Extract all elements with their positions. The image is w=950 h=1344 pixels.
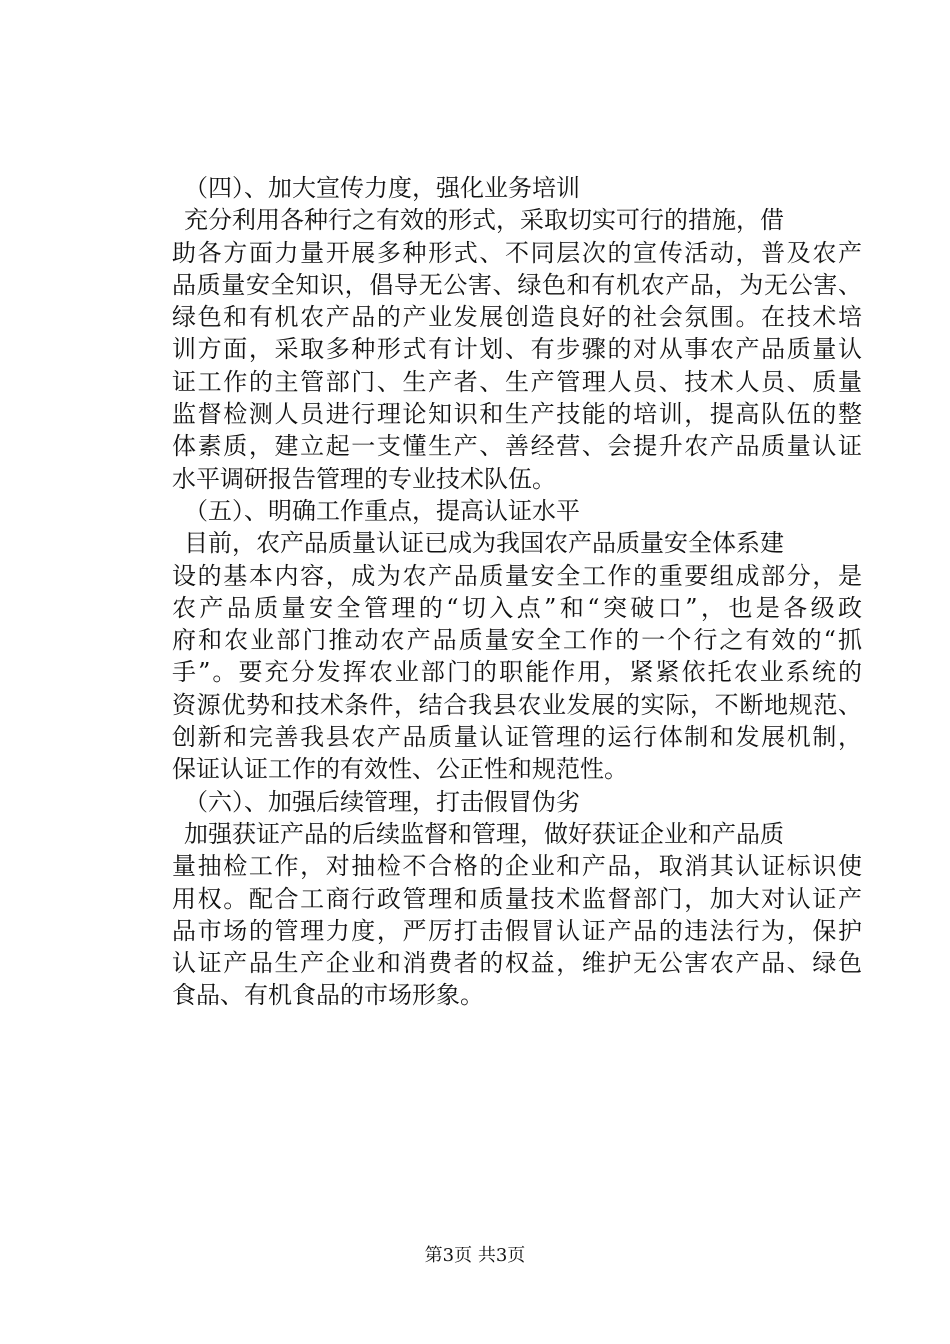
paragraph-line: 量抽检工作，对抽检不合格的企业和产品，取消其认证标识使 (172, 852, 862, 881)
paragraph-last-line: 食品、有机食品的市场形象。 (172, 981, 484, 1010)
paragraph-last-line: 水平调研报告管理的专业技术队伍。 (172, 464, 556, 493)
paragraph-last-line: 保证认证工作的有效性、公正性和规范性。 (172, 755, 628, 784)
paragraph-first-line: 加强获证产品的后续监督和管理，做好获证企业和产品质 (184, 819, 784, 848)
paragraph-first-line: 充分利用各种行之有效的形式，采取切实可行的措施，借 (184, 206, 784, 235)
paragraph-line: 府和农业部门推动农产品质量安全工作的一个行之有效的“抓 (172, 626, 862, 655)
paragraph-line: 用权。配合工商行政管理和质量技术监督部门，加大对认证产 (172, 884, 862, 913)
document-body (172, 172, 862, 1012)
section-heading: （四）、加大宣传力度，强化业务培训 (184, 174, 580, 202)
paragraph-line: 农产品质量安全管理的“切入点”和“突破口”，也是各级政 (172, 593, 862, 622)
paragraph-line: 品质量安全知识，倡导无公害、绿色和有机农产品，为无公害、 (172, 270, 862, 299)
paragraph-line: 认证产品生产企业和消费者的权益，维护无公害农产品、绿色 (172, 949, 862, 978)
paragraph-line: 创新和完善我县农产品质量认证管理的运行体制和发展机制， (172, 723, 862, 752)
page-footer: 第3页 共3页 (424, 1245, 526, 1266)
paragraph-line: 助各方面力量开展多种形式、不同层次的宣传活动，普及农产 (172, 238, 862, 267)
section-heading: （六）、加强后续管理，打击假冒伪劣 (184, 787, 580, 816)
paragraph-first-line: 目前，农产品质量认证已成为我国农产品质量安全体系建 (184, 529, 784, 558)
section-heading: （五）、明确工作重点，提高认证水平 (184, 496, 580, 525)
paragraph-line: 证工作的主管部门、生产者、生产管理人员、技术人员、质量 (172, 367, 862, 396)
paragraph-line: 体素质，建立起一支懂生产、善经营、会提升农产品质量认证 (172, 432, 862, 461)
paragraph-line: 监督检测人员进行理论知识和生产技能的培训，提高队伍的整 (172, 400, 862, 429)
paragraph-line: 资源优势和技术条件，结合我县农业发展的实际，不断地规范、 (172, 690, 862, 719)
paragraph-line: 品市场的管理力度，严厉打击假冒认证产品的违法行为，保护 (172, 916, 862, 945)
paragraph-line: 训方面，采取多种形式有计划、有步骤的对从事农产品质量认 (172, 335, 862, 364)
paragraph-line: 绿色和有机农产品的产业发展创造良好的社会氛围。在技术培 (172, 303, 862, 332)
paragraph-line: 手”。要充分发挥农业部门的职能作用，紧紧依托农业系统的 (172, 658, 862, 687)
paragraph-line: 设的基本内容，成为农产品质量安全工作的重要组成部分，是 (172, 561, 862, 590)
